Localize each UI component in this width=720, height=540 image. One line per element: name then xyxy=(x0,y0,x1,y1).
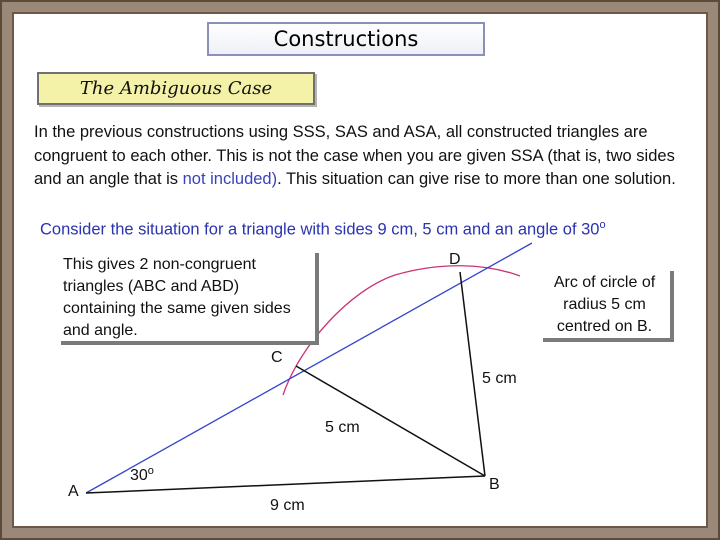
intro-text-end: . This situation can give rise to more than one solution. xyxy=(277,170,676,188)
point-c-label: C xyxy=(271,349,283,366)
angle-label xyxy=(130,465,154,484)
point-a-label: A xyxy=(68,483,79,500)
consider-degree: o xyxy=(599,219,606,231)
intro-highlight: not included) xyxy=(182,170,278,188)
side-bc-label: 5 cm xyxy=(325,419,360,436)
note-two-triangles-text: This gives 2 non-congruent triangles (ABC and ABD) containing the same given sides and angle. xyxy=(63,256,291,339)
side-bd-label: 5 cm xyxy=(482,370,517,387)
consider-text: Consider the situation for a triangle with sides 9 cm, 5 cm and an angle of 30 xyxy=(40,220,600,239)
point-d-label: D xyxy=(449,251,461,268)
note-arc xyxy=(539,267,670,338)
angle-value: 30 xyxy=(130,467,148,484)
side-ab-label: 9 cm xyxy=(270,497,305,514)
note-two-triangles xyxy=(57,249,315,341)
slide-subtitle-text: The Ambiguous Case xyxy=(79,78,273,99)
intro-text-start: In the previous constructions using SSS, SAS and ASA, all constructed triangles are congruent to each other. This is not the case when you are given SSA (that is, two sides and an angle that is xyxy=(34,123,675,188)
point-b-label: B xyxy=(489,476,500,493)
note-arc-text: Arc of circle of radius 5 cm centred on B. xyxy=(553,274,656,335)
angle-degree: o xyxy=(147,465,154,477)
slide-title-text: Constructions xyxy=(273,27,419,51)
